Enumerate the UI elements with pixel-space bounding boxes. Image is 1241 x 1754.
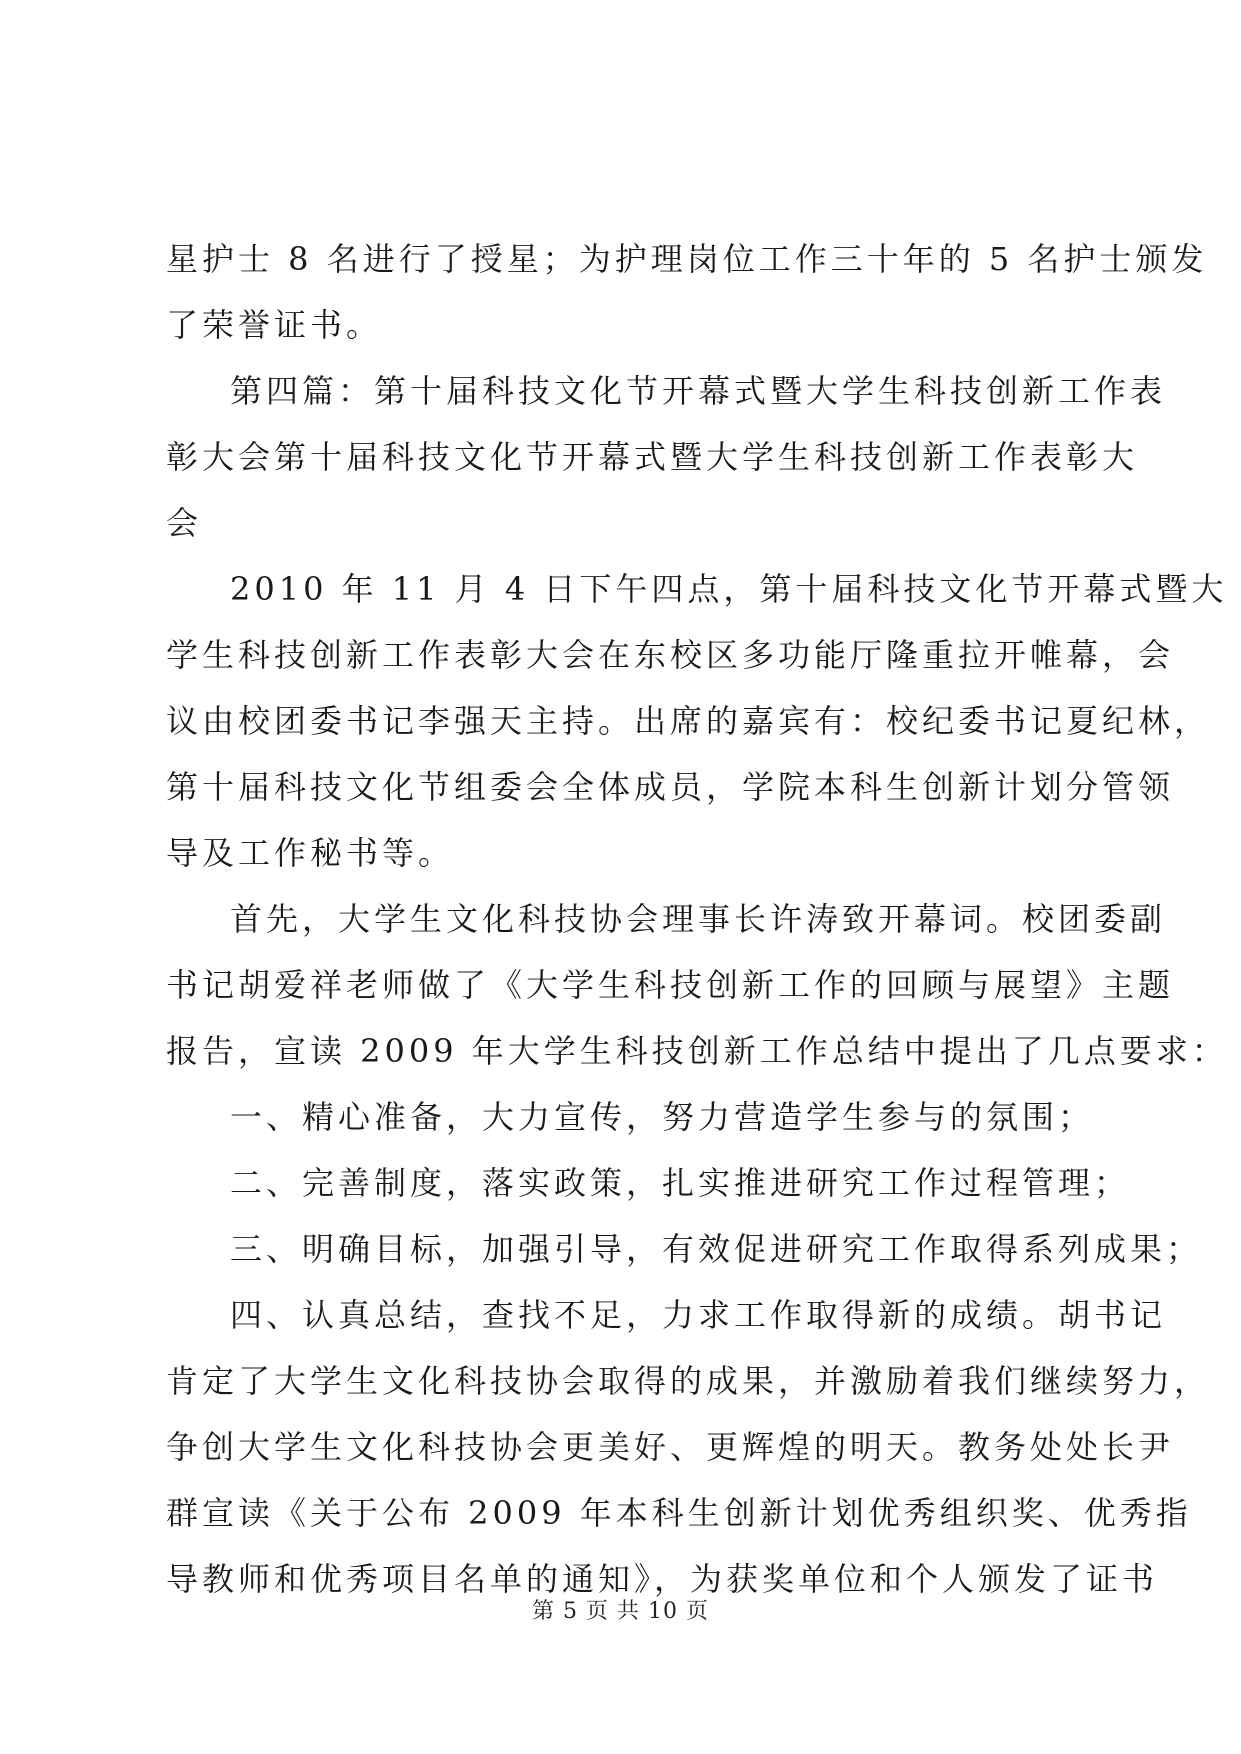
list-item: 二、完善制度，落实政策，扎实推进研究工作过程管理； — [230, 1164, 1131, 1202]
text-line: 了荣誉证书。 — [166, 306, 383, 344]
text-line: 星护士 8 名进行了授星；为护理岗位工作三十年的 5 名护士颁发 — [166, 240, 1208, 278]
page-number-footer: 第 5 页 共 10 页 — [532, 1599, 709, 1624]
text-line: 导及工作秘书等。 — [166, 834, 455, 872]
text-line: 第十届科技文化节组委会全体成员，学院本科生创新计划分管领 — [166, 768, 1175, 806]
list-item: 三、明确目标，加强引导，有效促进研究工作取得系列成果； — [230, 1230, 1203, 1268]
text-line: 导教师和优秀项目名单的通知》，为获奖单位和个人颁发了证书 — [166, 1560, 1159, 1598]
text-line: 学生科技创新工作表彰大会在东校区多功能厅隆重拉开帷幕，会 — [166, 636, 1175, 674]
text-line: 彰大会第十届科技文化节开幕式暨大学生科技创新工作表彰大 — [166, 438, 1139, 476]
text-line: 书记胡爱祥老师做了《大学生科技创新工作的回顾与展望》主题 — [166, 966, 1175, 1004]
text-line: 议由校团委书记李强天主持。出席的嘉宾有：校纪委书记夏纪林， — [166, 702, 1211, 740]
paragraph-start: 2010 年 11 月 4 日下午四点，第十届科技文化节开幕式暨大 — [230, 570, 1228, 608]
list-item: 四、认真总结，查找不足，力求工作取得新的成绩。胡书记 — [230, 1296, 1167, 1334]
text-line: 肯定了大学生文化科技协会取得的成果，并激励着我们继续努力， — [166, 1362, 1211, 1400]
text-line: 报告，宣读 2009 年大学生科技创新工作总结中提出了几点要求： — [166, 1032, 1228, 1070]
text-line: 争创大学生文化科技协会更美好、更辉煌的明天。教务处处长尹 — [166, 1428, 1175, 1466]
paragraph-start: 首先，大学生文化科技协会理事长许涛致开幕词。校团委副 — [230, 900, 1167, 938]
section-heading: 第四篇：第十届科技文化节开幕式暨大学生科技创新工作表 — [230, 372, 1167, 410]
list-item: 一、精心准备，大力宣传，努力营造学生参与的氛围； — [230, 1098, 1095, 1136]
text-line: 群宣读《关于公布 2009 年本科生创新计划优秀组织奖、优秀指 — [166, 1494, 1192, 1532]
text-line: 会 — [166, 504, 203, 542]
document-body — [166, 226, 1228, 1612]
